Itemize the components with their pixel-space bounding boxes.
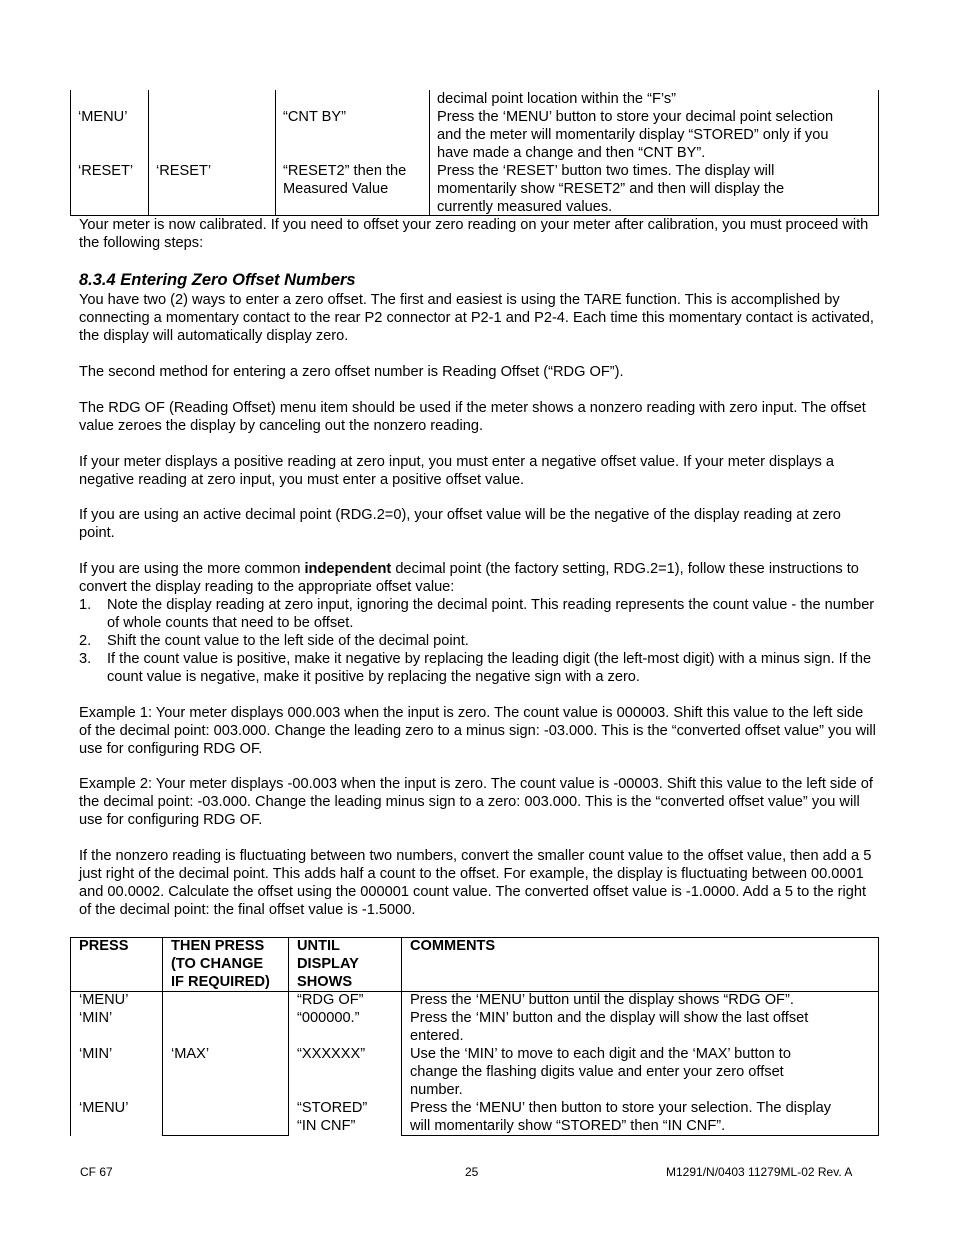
paragraph-rdg-of: The RDG OF (Reading Offset) menu item should be used if the meter shows a nonzero reading with zero input. The offset value zeroes the display by canceling out the nonzero reading.: [79, 400, 866, 434]
list-item: [79, 596, 879, 632]
top-table-cell-comments: momentarily show “RESET2” and then will display the: [437, 181, 785, 197]
table-cell-press: ‘MIN’: [79, 1046, 113, 1062]
top-table-cell-comments: have made a change and then “CNT BY”.: [437, 145, 706, 161]
list-item: [79, 650, 879, 686]
table-cell-until: “XXXXXX”: [297, 1046, 366, 1062]
column-header-until: DISPLAY: [297, 956, 359, 972]
list-item-text: Note the display reading at zero input, ignoring the decimal point. This reading represents the count value - the number of whole counts that need to be offset.: [107, 597, 875, 631]
column-header-until: SHOWS: [297, 974, 353, 990]
table-cell-comments: Press the ‘MENU’ button until the display shows “RDG OF”.: [410, 992, 794, 1008]
top-table-cell-press: ‘MENU’: [78, 109, 128, 125]
paragraph-active-dp: If you are using an active decimal point (RDG.2=0), your offset value will be the negative of the display reading at zero point.: [79, 507, 841, 541]
table-cell-until: “000000.”: [297, 1010, 360, 1026]
top-table-cell-until: Measured Value: [283, 181, 389, 197]
section-heading: 8.3.4 Entering Zero Offset Numbers: [79, 271, 356, 289]
column-header-press: PRESS: [79, 938, 129, 954]
table-cell-press: ‘MENU’: [79, 992, 129, 1008]
table-cell-comments: Press the ‘MIN’ button and the display will show the last offset: [410, 1010, 809, 1026]
paragraph-second-method: The second method for entering a zero offset number is Reading Offset (“RDG OF”).: [79, 364, 624, 380]
p6-before: If you are using the more common: [79, 561, 305, 577]
footer-left: CF 67: [80, 1165, 113, 1179]
list-item-text: If the count value is positive, make it negative by replacing the leading digit (the left-most digit) with a minus sign. If the count value is negative, make it positive by replacing the negative sign with a zero.: [107, 651, 872, 685]
top-table-cell-comments: decimal point location within the “F’s”: [437, 91, 677, 107]
table-cell-comments: entered.: [410, 1028, 464, 1044]
paragraph-sign: If your meter displays a positive reading at zero input, you must enter a negative offset value. If your meter displays a negative reading at zero input, you must enter a positive offset value.: [79, 454, 834, 488]
top-table-cell-comments: Press the ‘MENU’ button to store your decimal point selection: [437, 109, 834, 125]
top-table-cell-comments: Press the ‘RESET’ button two times. The display will: [437, 163, 775, 179]
bottom-table: [70, 937, 879, 1136]
column-header-then: IF REQUIRED): [171, 974, 270, 990]
list-item-text: Shift the count value to the left side of the decimal point.: [107, 633, 469, 649]
table-cell-press: ‘MENU’: [79, 1100, 129, 1116]
table-cell-press: ‘MIN’: [79, 1010, 113, 1026]
table-cell-until: “RDG OF”: [297, 992, 364, 1008]
table-cell-until: “STORED”: [297, 1100, 368, 1116]
p6-bold: independent: [304, 561, 392, 577]
table-cell-until: “IN CNF”: [297, 1118, 356, 1134]
p6-after: decimal point (the factory setting, RDG.2=1), follow these instructions to convert the display reading to the appropriate offset value:: [79, 561, 859, 595]
paragraph-independent-dp: [79, 560, 879, 596]
column-header-then: (TO CHANGE: [171, 956, 264, 972]
top-table-cell-comments: and the meter will momentarily display “STORED” only if you: [437, 127, 829, 143]
table-cell-comments: Use the ‘MIN’ to move to each digit and the ‘MAX’ button to: [410, 1046, 791, 1062]
column-header-until: UNTIL: [297, 938, 340, 954]
list-item-number: 1.: [79, 597, 92, 613]
paragraph-tare: You have two (2) ways to enter a zero offset. The first and easiest is using the TARE function. This is accomplished by connecting a momentary contact to the rear P2 connector at P2-1 and P2-4. Each time this momentary contact is activated, the display will automatically display zero.: [79, 292, 874, 344]
list-item-number: 3.: [79, 651, 92, 667]
page-number: 25: [465, 1165, 479, 1179]
column-header-then: THEN PRESS: [171, 938, 265, 954]
intro-text: Your meter is now calibrated. If you need to offset your zero reading on your meter after calibration, you must proceed with the following steps:: [79, 217, 869, 251]
example-2: Example 2: Your meter displays -00.003 when the input is zero. The count value is -00003. Shift this value to the left side of the decimal point: -03.000. Change the leading minus sign to a zero: 003.000. This is the “converted offset value” you will use for configuring RDG OF.: [79, 776, 873, 828]
table-cell-comments: will momentarily show “STORED” then “IN CNF”.: [410, 1118, 726, 1134]
table-cell-comments: change the flashing digits value and enter your zero offset: [410, 1064, 784, 1080]
top-table: [70, 90, 879, 216]
steps-list: [79, 596, 879, 686]
top-table-cell-press: ‘RESET’: [78, 163, 134, 179]
paragraph-fluctuating: If the nonzero reading is fluctuating between two numbers, convert the smaller count value to the offset value, then add a 5 just right of the decimal point. This adds half a count to the offset. For example, the display is fluctuating between 00.0001 and 00.0002. Calculate the offset using the 000001 count value. The converted offset value is -1.0000. Add a 5 to the right of the decimal point: the final offset value is -1.5000.: [79, 848, 872, 918]
top-table-cell-until: “CNT BY”: [283, 109, 346, 125]
example-1: Example 1: Your meter displays 000.003 when the input is zero. The count value is 000003. Shift this value to the left side of the decimal point: 003.000. Change the leading zero to a minus sign: -03.000. This is the “converted offset value” you will use for configuring RDG OF.: [79, 705, 876, 757]
table-cell-then: ‘MAX’: [171, 1046, 210, 1062]
table-cell-comments: number.: [410, 1082, 463, 1098]
top-table-cell-then: ‘RESET’: [156, 163, 212, 179]
footer-right: M1291/N/0403 11279ML-02 Rev. A: [666, 1165, 853, 1179]
table-cell-comments: Press the ‘MENU’ then button to store your selection. The display: [410, 1100, 831, 1116]
list-item-number: 2.: [79, 633, 92, 649]
list-item: [79, 632, 879, 650]
top-table-cell-comments: currently measured values.: [437, 199, 613, 215]
top-table-cell-until: “RESET2” then the: [283, 163, 407, 179]
column-header-comments: COMMENTS: [410, 938, 496, 954]
